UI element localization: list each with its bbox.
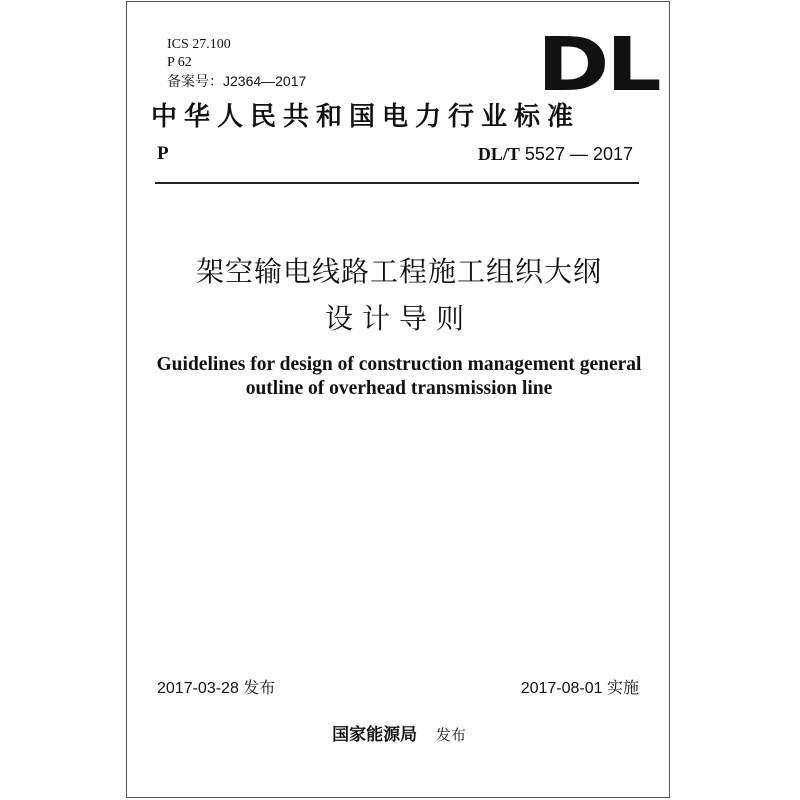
standard-category-title: 中华人民共和国电力行业标准 [151,102,581,132]
ics-code: ICS 27.100 [167,37,231,52]
classification-block [167,36,306,90]
category-letter: P [157,143,169,164]
document-cover [126,1,670,798]
standard-number-prefix: DL/T [477,144,520,164]
english-title-line-1: Guidelines for design of construction management general [156,354,642,375]
english-title [127,353,671,401]
publisher-line [127,723,671,748]
publisher-name: 国家能源局 [332,725,418,745]
standard-number [478,142,633,166]
implementation-date: 2017-08-01 实施 [520,680,639,697]
english-title-line-2: outline of overhead transmission line [245,378,553,399]
dl-logo: DL [537,22,659,108]
publish-label: 发布 [435,727,466,744]
chinese-title-line-1: 架空输电线路工程施工组织大纲 [195,255,602,288]
issue-date: 2017-03-28 发布 [157,680,276,697]
chinese-title-line-2: 设计导则 [324,302,473,335]
standard-number-value: 5527 — 2017 [524,144,633,164]
ccs-code: P 62 [167,55,192,70]
header-divider [155,182,639,184]
filing-number: 备案号：J2364—2017 [167,73,307,89]
